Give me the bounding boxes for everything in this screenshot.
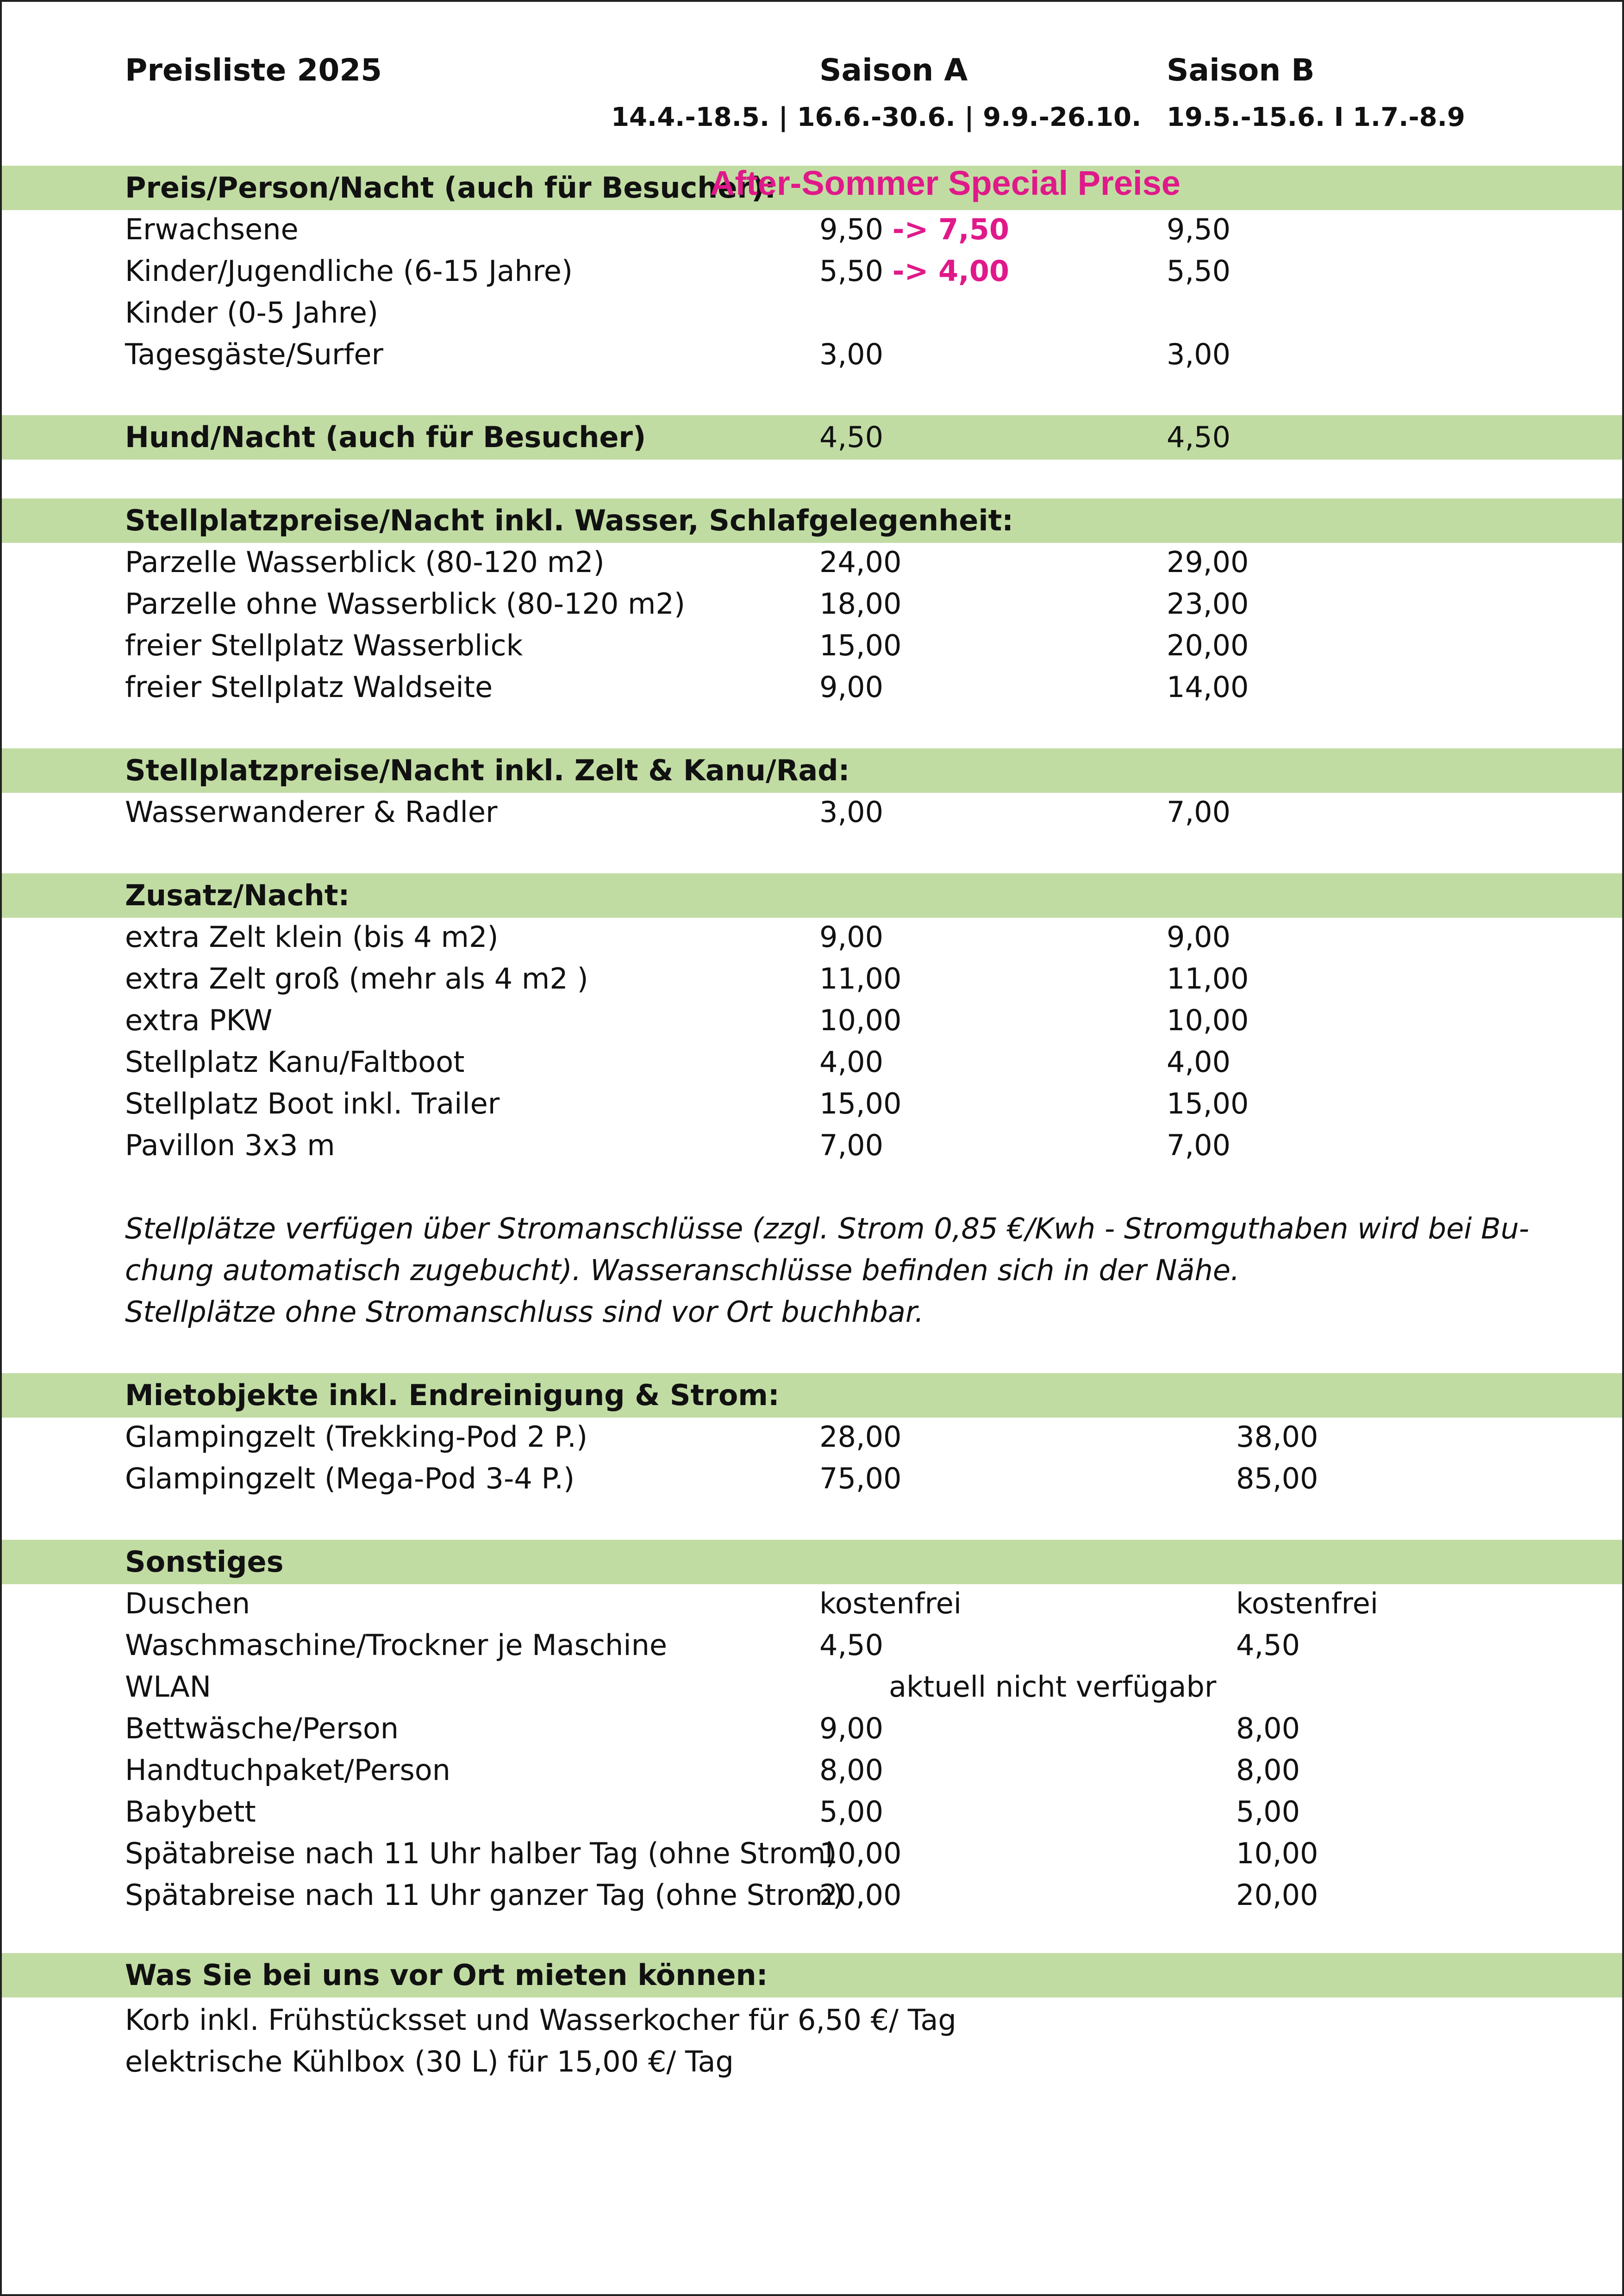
section-heading-onsite: Was Sie bei uns vor Ort mieten können:: [125, 1958, 768, 1992]
power-note-line: Stellplätze verfügen über Stromanschlüsse (zzgl. Strom 0,85 €/Kwh - Stromguthaben wird bei Bu-: [125, 1212, 1530, 1245]
price-season-b: 7,00: [1167, 1128, 1231, 1162]
price-season-b: 20,00: [1167, 628, 1249, 662]
row-label: WLAN: [125, 1670, 212, 1704]
price-season-a: 10,00: [819, 1836, 902, 1870]
row-label: Glampingzelt (Trekking-Pod 2 P.): [125, 1420, 588, 1454]
row-label: extra Zelt groß (mehr als 4 m2 ): [125, 962, 588, 996]
price-season-a: 7,00: [819, 1128, 884, 1162]
row-label: Kinder (0-5 Jahre): [125, 296, 379, 330]
season-a-header: Saison A: [819, 52, 968, 88]
row-label: Handtuchpaket/Person: [125, 1753, 450, 1787]
section-heading-tent-pitches: Stellplatzpreise/Nacht inkl. Zelt & Kanu/Rad:: [125, 753, 850, 787]
price-season-b: 10,00: [1167, 1003, 1249, 1037]
section-heading-persons: Preis/Person/Nacht (auch für Besucher):: [125, 171, 776, 205]
power-note-line: Stellplätze ohne Stromanschluss sind vor Ort buchhbar.: [125, 1295, 924, 1329]
season-b-dates: 19.5.-15.6. I 1.7.-8.9: [1167, 102, 1465, 132]
row-label: Babybett: [125, 1795, 256, 1829]
price-season-b: 4,50: [1236, 1628, 1300, 1662]
page-title: Preisliste 2025: [125, 52, 382, 88]
price-season-b: 4,00: [1167, 1045, 1231, 1079]
price-season-b: 20,00: [1236, 1878, 1318, 1912]
special-price: -> 4,00: [892, 254, 1010, 288]
section-heading-misc: Sonstiges: [125, 1545, 284, 1579]
row-label: Parzelle Wasserblick (80-120 m2): [125, 545, 605, 579]
price-season-a: 75,00: [819, 1462, 902, 1495]
price-season-a: 4,50: [819, 420, 884, 454]
row-label: Duschen: [125, 1587, 250, 1620]
section-heading-dog: Hund/Nacht (auch für Besucher): [125, 420, 646, 454]
row-label: Bettwäsche/Person: [125, 1711, 399, 1745]
row-label: extra Zelt klein (bis 4 m2): [125, 920, 499, 954]
row-label: Kinder/Jugendliche (6-15 Jahre): [125, 254, 573, 288]
special-prices-label: After-Sommer Special Preise: [710, 164, 1181, 202]
section-heading-extras: Zusatz/Nacht:: [125, 878, 350, 912]
price-season-a: 18,00: [819, 587, 902, 621]
price-season-a: 9,00: [819, 670, 884, 704]
row-label: Stellplatz Boot inkl. Trailer: [125, 1087, 500, 1120]
season-b-header: Saison B: [1167, 52, 1315, 88]
price-season-a: 28,00: [819, 1420, 902, 1454]
price-season-a: 11,00: [819, 962, 902, 996]
row-label: Spätabreise nach 11 Uhr ganzer Tag (ohne Strom): [125, 1878, 844, 1912]
price-season-b: 4,50: [1167, 420, 1231, 454]
section-heading-pitches: Stellplatzpreise/Nacht inkl. Wasser, Schlafgelegenheit:: [125, 504, 1014, 537]
season-a-dates: 14.4.-18.5. | 16.6.-30.6. | 9.9.-26.10.: [611, 102, 1142, 132]
row-label: Glampingzelt (Mega-Pod 3-4 P.): [125, 1462, 575, 1495]
price-season-b: 14,00: [1167, 670, 1249, 704]
price-season-a: 3,00: [819, 795, 884, 829]
price-season-b: 5,50: [1167, 254, 1231, 288]
price-season-a: 3,00: [819, 337, 884, 371]
price-season-a: 4,50: [819, 1628, 884, 1662]
row-label: freier Stellplatz Waldseite: [125, 670, 493, 704]
power-note-line: chung automatisch zugebucht). Wasseranschlüsse befinden sich in der Nähe.: [125, 1253, 1240, 1287]
price-season-a: 15,00: [819, 1087, 902, 1120]
special-price: -> 7,50: [892, 212, 1010, 246]
row-label: Erwachsene: [125, 212, 299, 246]
price-season-a: 24,00: [819, 545, 902, 579]
price-season-b: 9,50: [1167, 212, 1231, 246]
onsite-item: elektrische Kühlbox (30 L) für 15,00 €/ Tag: [125, 2045, 734, 2078]
price-season-a: 8,00: [819, 1753, 884, 1787]
row-label: Pavillon 3x3 m: [125, 1128, 335, 1162]
price-season-b: 3,00: [1167, 337, 1231, 371]
section-heading-rentals: Mietobjekte inkl. Endreinigung & Strom:: [125, 1378, 780, 1412]
row-label: Wasserwanderer & Radler: [125, 795, 498, 829]
row-label: Waschmaschine/Trockner je Maschine: [125, 1628, 668, 1662]
price-season-b: 15,00: [1167, 1087, 1249, 1120]
price-season-a: 9,50 -> 7,50: [819, 212, 1010, 246]
price-season-b: 38,00: [1236, 1420, 1318, 1454]
price-season-b: 29,00: [1167, 545, 1249, 579]
row-label: Spätabreise nach 11 Uhr halber Tag (ohne Strom): [125, 1836, 837, 1870]
price-season-b: 5,00: [1236, 1795, 1300, 1829]
price-season-b: 23,00: [1167, 587, 1249, 621]
wlan-status: aktuell nicht verfügabr: [889, 1670, 1217, 1704]
price-season-b: 9,00: [1167, 920, 1231, 954]
price-season-a: 5,50 -> 4,00: [819, 254, 1010, 288]
price-season-b: 85,00: [1236, 1462, 1318, 1495]
price-season-a: 4,00: [819, 1045, 884, 1079]
row-label: Stellplatz Kanu/Faltboot: [125, 1045, 465, 1079]
price-season-a: 9,00: [819, 920, 884, 954]
price-season-b: 8,00: [1236, 1753, 1300, 1787]
price-season-b: 11,00: [1167, 962, 1249, 996]
price-season-a: 5,00: [819, 1795, 884, 1829]
price-season-a: 20,00: [819, 1878, 902, 1912]
row-label: freier Stellplatz Wasserblick: [125, 628, 523, 662]
price-season-b: 8,00: [1236, 1711, 1300, 1745]
price-season-a: 15,00: [819, 628, 902, 662]
price-season-a: 9,00: [819, 1711, 884, 1745]
price-season-a: 10,00: [819, 1003, 902, 1037]
row-label: extra PKW: [125, 1003, 273, 1037]
price-season-b: kostenfrei: [1236, 1587, 1379, 1620]
price-season-a: kostenfrei: [819, 1587, 962, 1620]
row-label: Tagesgäste/Surfer: [125, 337, 383, 371]
price-season-b: 10,00: [1236, 1836, 1318, 1870]
row-label: Parzelle ohne Wasserblick (80-120 m2): [125, 587, 686, 621]
price-season-b: 7,00: [1167, 795, 1231, 829]
onsite-item: Korb inkl. Frühstücksset und Wasserkocher für 6,50 €/ Tag: [125, 2003, 956, 2037]
